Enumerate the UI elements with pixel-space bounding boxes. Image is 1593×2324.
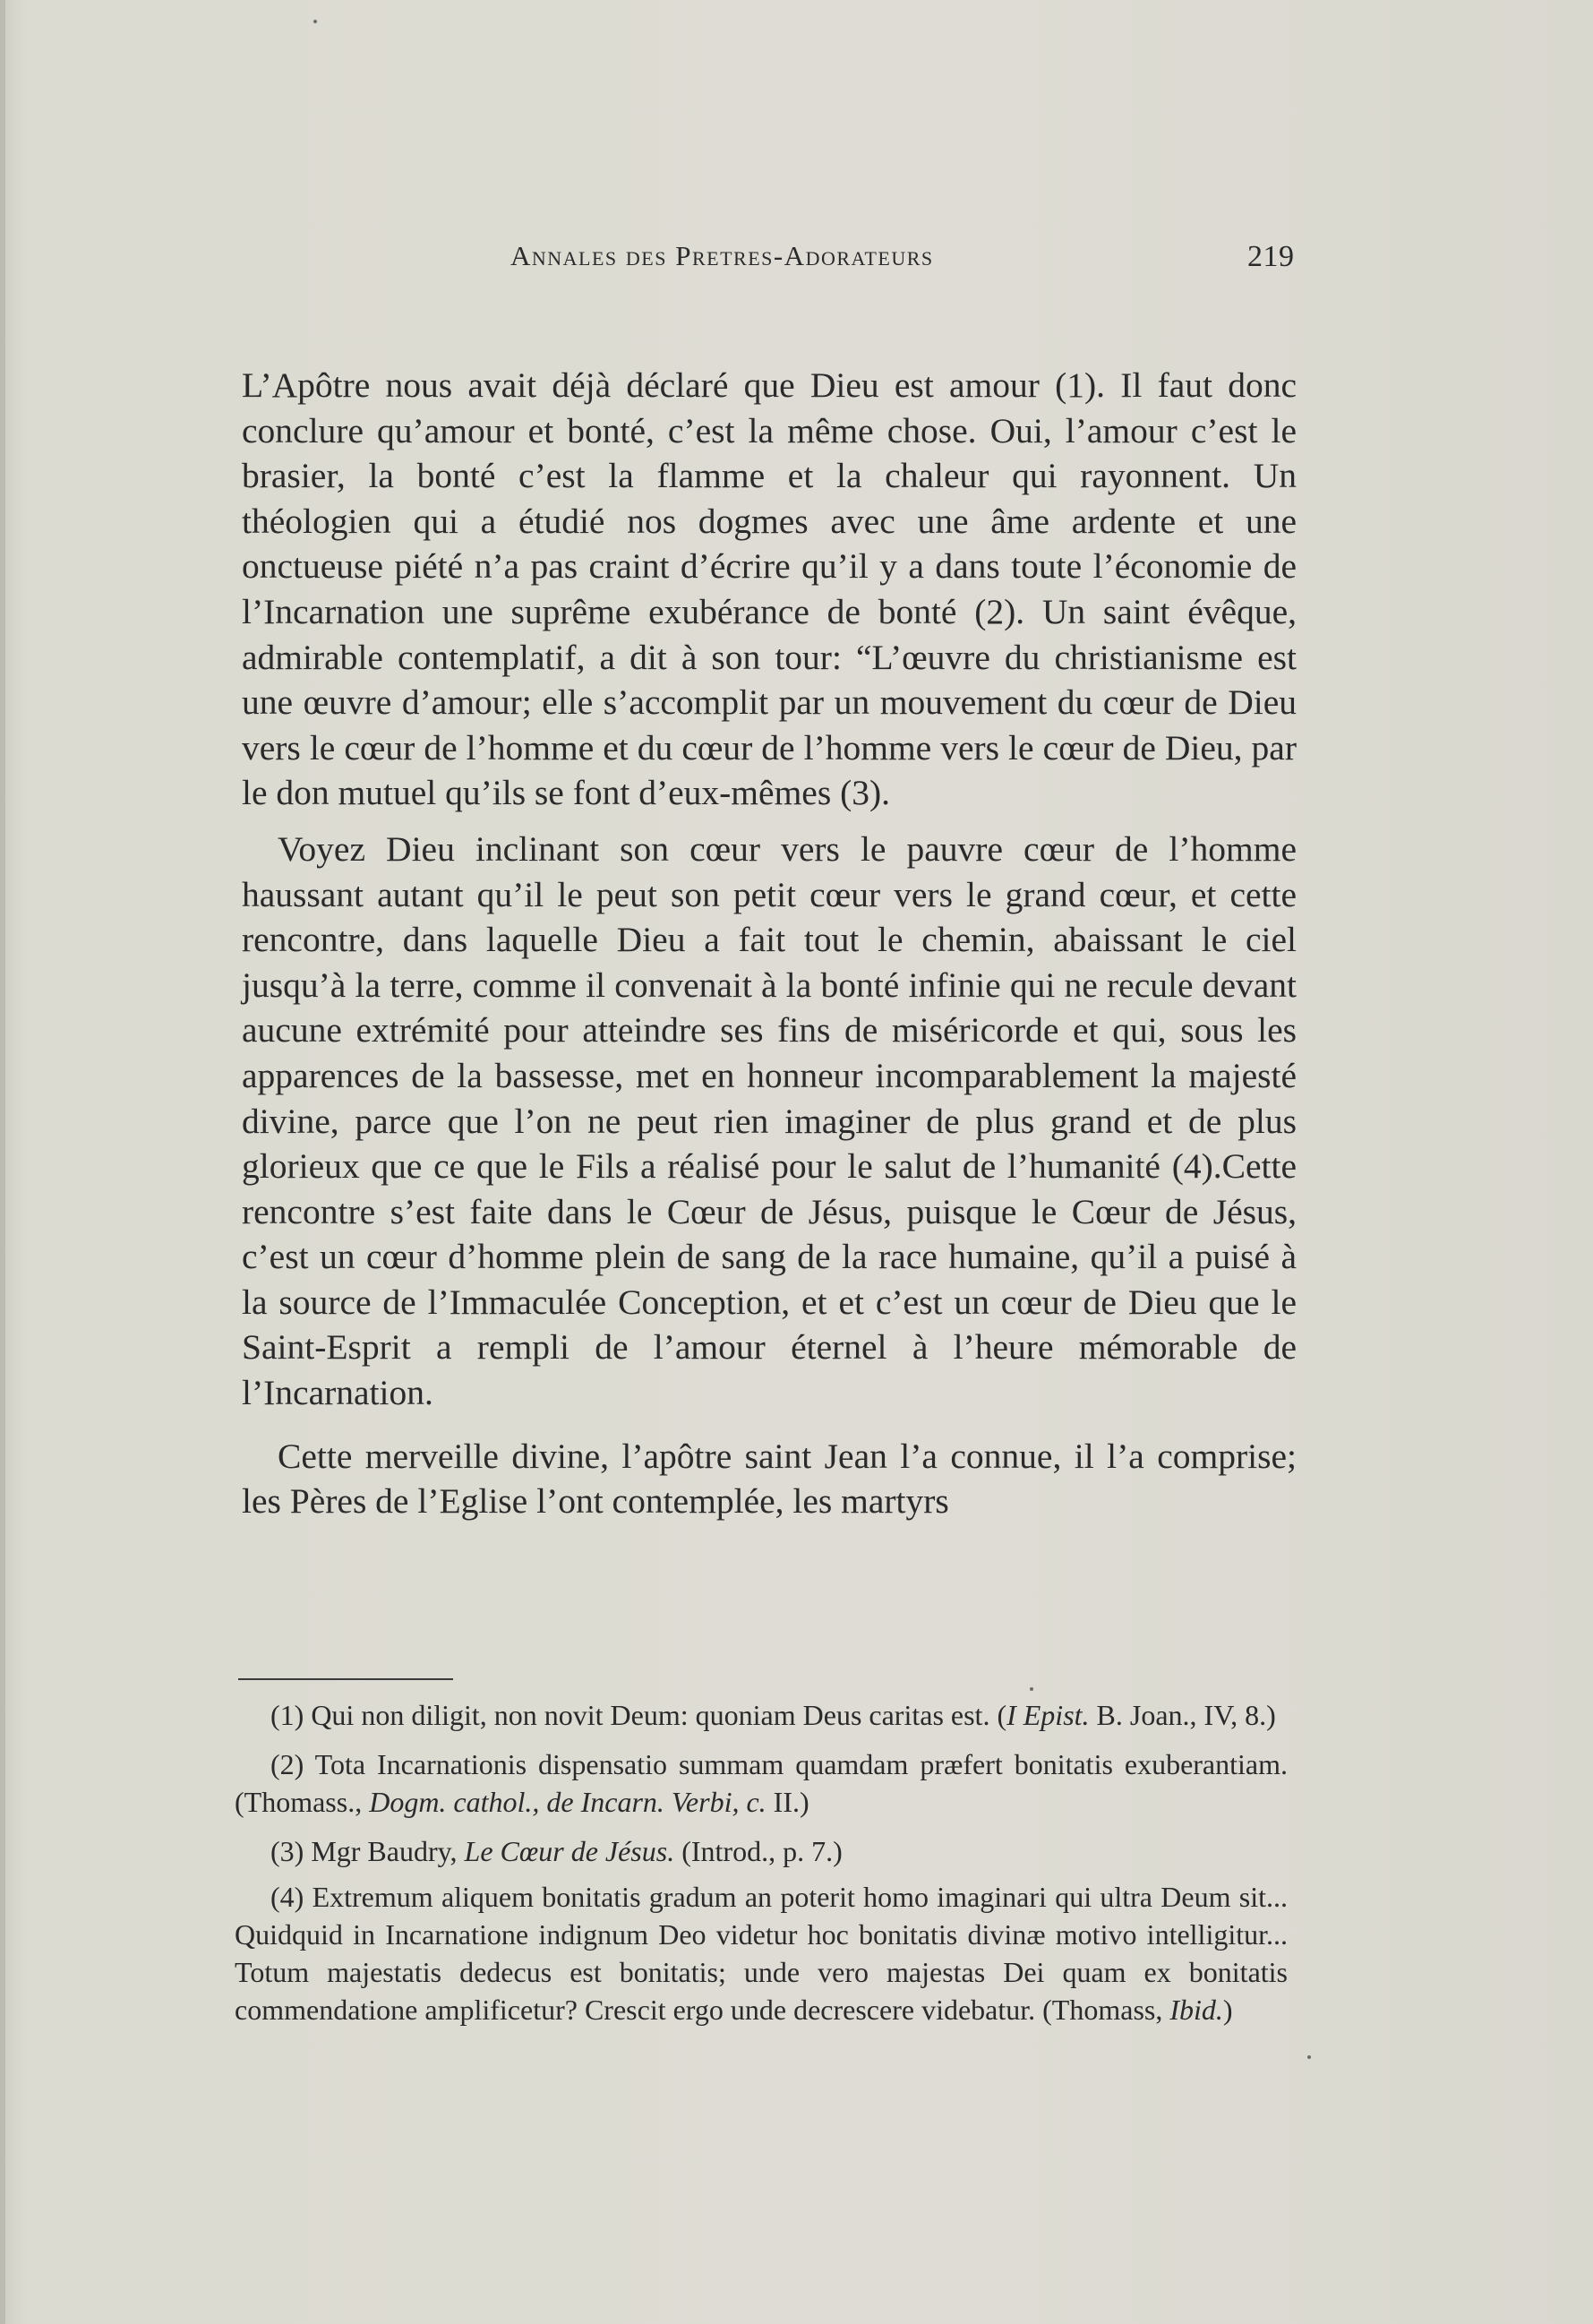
footnote-4-text: (4) Extremum aliquem bonitatis gradum an poterit homo imaginari qui ultra Deum sit... Quidquid in Incarnatione indignum Deo videtur hoc bonitatis divinæ motivo intelligitur... Totum majestatis dedecus est bonitatis; unde vero majestas Dei quam ex bonitatis commendatione amplificetur? Crescit ergo unde decrescere videbatur. (Thomass, (235, 1881, 1288, 2026)
paper-speck (313, 20, 317, 23)
footnote-2-tail: II.) (766, 1786, 809, 1818)
paragraph-1: L’Apôtre nous avait déjà déclaré que Dieu est amour (1). Il faut donc conclure qu’amour et bonté, c’est la même chose. Oui, l’amour c’est le brasier, la bonté c’est la flamme et la chaleur qui rayonnent. Un théologien qui a étudié nos dogmes avec une âme ardente et une onctueuse piété n’a pas craint d’écrire qu’il y a dans toute l’économie de l’Incarnation une suprême exubérance de bonté (2). Un saint évêque, admirable contemplatif, a dit à son tour: “L’œuvre du christianisme est une œuvre d’amour; elle s’accomplit par un mouvement du cœur de Dieu vers le cœur de l’homme et du cœur de l’homme vers le cœur de Dieu, par le don mutuel qu’ils se font d’eux-mêmes (3). (242, 365, 1297, 813)
footnote-3-italic: Le Cœur de Jésus. (464, 1835, 675, 1867)
footnote-2-italic: Dogm. cathol., de Incarn. Verbi, c. (369, 1786, 767, 1818)
paragraph-2: Voyez Dieu inclinant son cœur vers le pauvre cœur de l’homme haussant autant qu’il le peut son petit cœur vers le grand cœur, et cette rencontre, dans laquelle Dieu a fait tout le chemin, abaissant le ciel jusqu’à la terre, comme il convenait à la bonté infinie qui ne recule devant aucune extrémité pour atteindre ses fins de miséricorde et qui, sous les apparences de la bassesse, met en honneur incomparablement la majesté divine, parce que l’on ne peut rien imaginer de plus grand et de plus glorieux que ce que le Fils a réalisé pour le salut de l’humanité (4).Cette rencontre s’est faite dans le Cœur de Jésus, puisque le Cœur de Jésus, c’est un cœur d’homme plein de sang de la race humaine, qu’il a puisé à la source de l’Immaculée Conception, et et c’est un cœur de Dieu que le Saint-Esprit a rempli de l’amour éternel à l’heure mémorable de l’Incarnation. (242, 828, 1297, 1413)
running-header (501, 235, 1307, 279)
page-edge-shadow (0, 0, 5, 2324)
footnote-4-tail: ) (1222, 1994, 1233, 2026)
running-title: Annales des Pretres-Adorateurs (510, 240, 934, 271)
footnote-1 (235, 1696, 1288, 1734)
paragraph-3: Cette merveille divine, l’apôtre saint Jean l’a connue, il l’a comprise; les Pères de l’Eglise l’ont contemplée, les martyrs (242, 1436, 1297, 1522)
footnote-1-italic: I Epist. (1006, 1699, 1090, 1731)
footnote-3-text: (3) Mgr Baudry, (270, 1835, 465, 1867)
footnote-2-text: (2) Tota Incarnationis dispensatio summam quamdam præfert bonitatis exuberantiam. (Thomass., (235, 1748, 1288, 1818)
footnote-4-italic: Ibid. (1169, 1994, 1223, 2026)
footnotes (235, 1696, 1288, 2040)
footnote-4 (235, 1878, 1288, 2028)
paper-speck (1030, 1687, 1033, 1691)
page-number: 219 (1247, 240, 1295, 273)
footnote-3-tail: (Introd., p. 7.) (674, 1835, 843, 1867)
footnote-2 (235, 1745, 1288, 1821)
main-text (242, 363, 1297, 1524)
footnote-rule (238, 1678, 453, 1680)
footnote-3 (235, 1832, 1288, 1870)
footnote-1-text: (1) Qui non diligit, non novit Deum: quoniam Deus caritas est. ( (270, 1699, 1007, 1731)
paper-speck (1307, 2055, 1311, 2059)
footnote-1-tail: B. Joan., IV, 8.) (1089, 1699, 1276, 1731)
